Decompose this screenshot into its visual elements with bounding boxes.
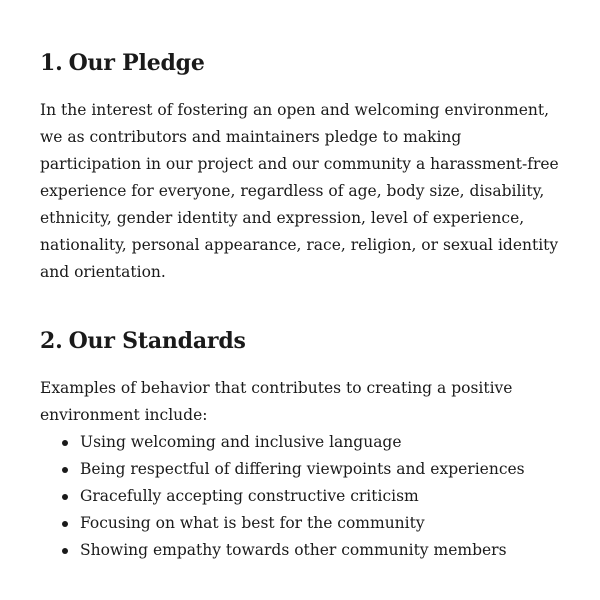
section-our-pledge [40, 48, 560, 286]
section-number: 1. [40, 50, 63, 76]
section-paragraph: In the interest of fostering an open and welcoming environment, we as contributors and maintainers pledge to making participation in our project and our community a harassment-free experience for everyone, regardless of age, body size, disability, ethnicity, gender identity and expression, level of experience, nationality, personal appearance, race, religion, or sexual identity and orientation. [40, 101, 559, 281]
section-heading [40, 48, 560, 78]
list-item: Gracefully accepting constructive criticism [80, 483, 560, 510]
bullet-list [40, 429, 560, 564]
list-item: Focusing on what is best for the community [80, 510, 560, 537]
list-item: Showing empathy towards other community members [80, 537, 560, 564]
section-number: 2. [40, 328, 63, 354]
list-item: Being respectful of differing viewpoints and experiences [80, 456, 560, 483]
section-paragraph: Examples of behavior that contributes to creating a positive environment include: [40, 379, 513, 424]
section-our-standards [40, 326, 560, 564]
section-heading [40, 326, 560, 356]
list-item: Using welcoming and inclusive language [80, 429, 560, 456]
section-title: Our Standards [68, 328, 246, 354]
section-title: Our Pledge [68, 50, 205, 76]
